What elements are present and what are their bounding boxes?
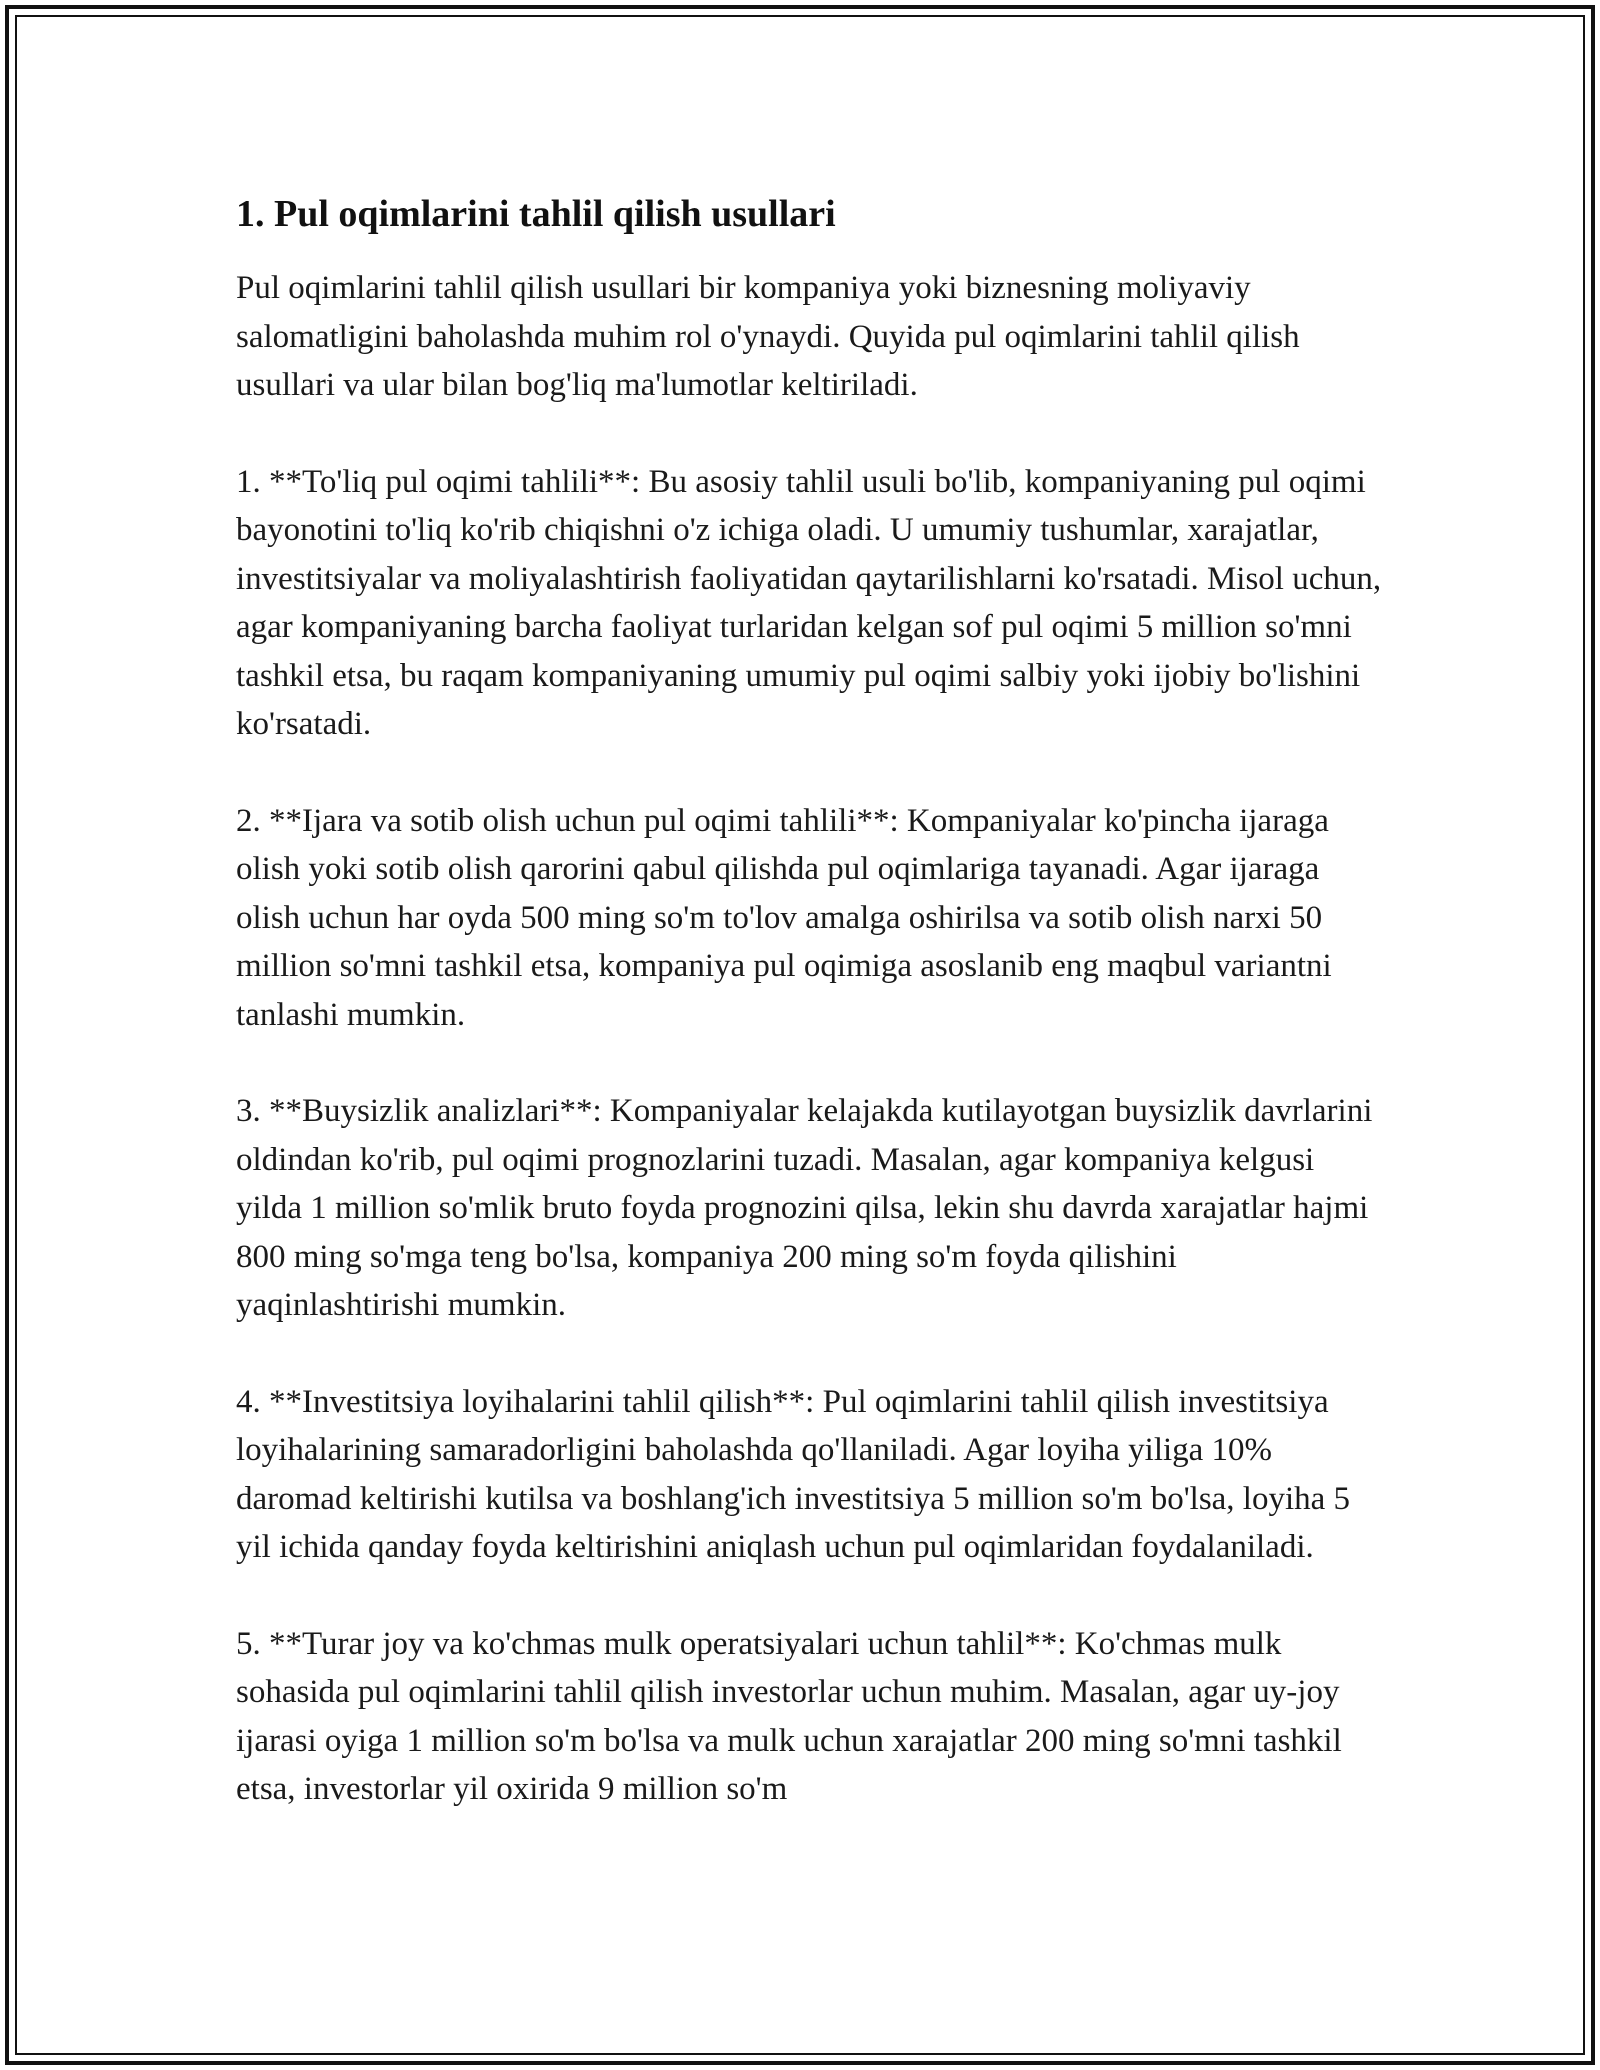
intro-paragraph: Pul oqimlarini tahlil qilish usullari bir kompaniya yoki biznesning moliyaviy salomatligini baholashda muhim rol o'ynaydi. Quyida pul oqimlarini tahlil qilish usullari va ular bilan bog'liq ma'lumotlar keltiriladi. bbox=[236, 270, 1300, 403]
section-heading: 1. Pul oqimlarini tahlil qilish usullari bbox=[236, 193, 836, 235]
paragraph-item-1: 1. **To'liq pul oqimi tahlili**: Bu asosiy tahlil usuli bo'lib, kompaniyaning pul oqimi bayonotini to'liq ko'rib chiqishni o'z ichiga oladi. U umumiy tushumlar, xarajatlar, investitsiyalar va moliyalashtirish faoliyatidan qaytarilishlarni ko'rsatadi. Misol uchun, agar kompaniyaning barcha faoliyat turlaridan kelgan sof pul oqimi 5 million so'mni tashkil etsa, bu raqam kompaniyaning umumiy pul oqimi salbiy yoki ijobiy bo'lishini ko'rsatadi. bbox=[236, 463, 1382, 742]
paragraph-item-3: 3. **Buysizlik analizlari**: Kompaniyalar kelajakda kutilayotgan buysizlik davrlarini oldindan ko'rib, pul oqimi prognozlarini tuzadi. Masalan, agar kompaniya kelgusi yilda 1 million so'mlik bruto foyda prognozini qilsa, lekin shu davrda xarajatlar hajmi 800 ming so'mga teng bo'lsa, kompaniya 200 ming so'm foyda qilishini yaqinlashtirishi mumkin. bbox=[236, 1093, 1373, 1323]
paragraph-item-4: 4. **Investitsiya loyihalarini tahlil qilish**: Pul oqimlarini tahlil qilish investitsiya loyihalarining samaradorligini baholashda qo'llaniladi. Agar loyiha yiliga 10% daromad keltirishi kutilsa va boshlang'ich investitsiya 5 million so'm bo'lsa, loyiha 5 yil ichida qanday foyda keltirishini aniqlash uchun pul oqimlaridan foydalaniladi. bbox=[236, 1383, 1351, 1565]
document-body bbox=[236, 186, 1386, 1814]
paragraph-item-5: 5. **Turar joy va ko'chmas mulk operatsiyalari uchun tahlil**: Ko'chmas mulk sohasida pul oqimlarini tahlil qilish investorlar uchun muhim. Masalan, agar uy-joy ijarasi oyiga 1 million so'm bo'lsa va mulk uchun xarajatlar 200 ming so'mni tashkil etsa, investorlar yil oxirida 9 million so'm bbox=[236, 1625, 1342, 1807]
paragraph-item-2: 2. **Ijara va sotib olish uchun pul oqimi tahlili**: Kompaniyalar ko'pincha ijaraga olish yoki sotib olish qarorini qabul qilishda pul oqimlariga tayanadi. Agar ijaraga olish uchun har oyda 500 ming so'm to'lov amalga oshirilsa va sotib olish narxi 50 million so'mni tashkil etsa, kompaniya pul oqimiga asoslanib eng maqbul variantni tanlashi mumkin. bbox=[236, 802, 1332, 1033]
